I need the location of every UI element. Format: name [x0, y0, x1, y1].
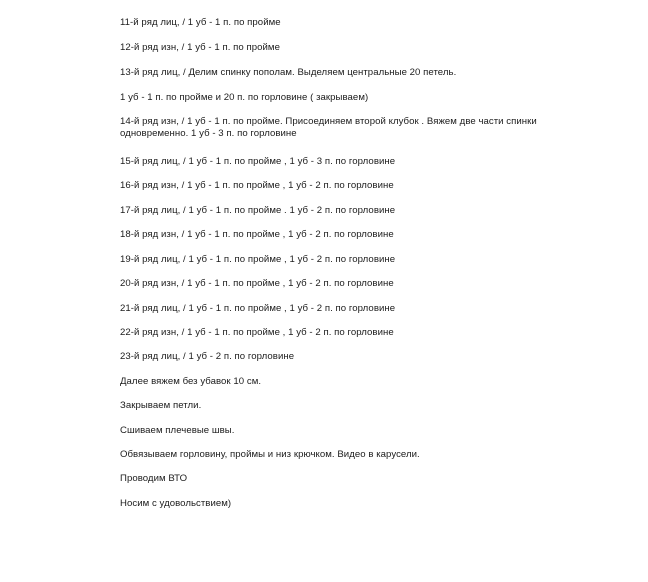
- crochet-edging: Обвязываем горловину, проймы и низ крючком. Видео в карусели.: [120, 449, 420, 460]
- row-20-instruction: 20-й ряд изн, / 1 уб - 1 п. по пройме , 1 уб - 2 п. по горловине: [120, 278, 394, 289]
- row-13-instruction: 13-й ряд лиц, / Делим спинку пополам. Выделяем центральные 20 петель.: [120, 67, 457, 78]
- wet-blocking: Проводим ВТО: [120, 473, 188, 484]
- row-22-instruction: 22-й ряд изн, / 1 уб - 1 п. по пройме , 1 уб - 2 п. по горловине: [120, 327, 394, 338]
- sew-shoulder-seams: Сшиваем плечевые швы.: [120, 425, 235, 436]
- row-13-continuation: 1 уб - 1 п. по пройме и 20 п. по горловине ( закрываем): [120, 92, 369, 103]
- row-15-instruction: 15-й ряд лиц, / 1 уб - 1 п. по пройме , 1 уб - 3 п. по горловине: [120, 156, 396, 167]
- row-14-instruction: 14-й ряд изн, / 1 уб - 1 п. по пройме. Присоединяем второй клубок . Вяжем две части спинки одновременно. 1 уб - 3 п. по горловине: [120, 116, 537, 139]
- row-19-instruction: 19-й ряд лиц, / 1 уб - 1 п. по пройме , 1 уб - 2 п. по горловине: [120, 254, 396, 265]
- row-11-instruction: 11-й ряд лиц, / 1 уб - 1 п. по пройме: [120, 17, 281, 28]
- continue-without-decreases: Далее вяжем без убавок 10 см.: [120, 376, 262, 387]
- bind-off-stitches: Закрываем петли.: [120, 400, 202, 411]
- closing-note: Носим с удовольствием): [120, 498, 232, 509]
- row-17-instruction: 17-й ряд лиц, / 1 уб - 1 п. по пройме . 1 уб - 2 п. по горловине: [120, 205, 396, 216]
- row-18-instruction: 18-й ряд изн, / 1 уб - 1 п. по пройме , 1 уб - 2 п. по горловине: [120, 229, 394, 240]
- row-23-instruction: 23-й ряд лиц, / 1 уб - 2 п. по горловине: [120, 351, 295, 362]
- row-21-instruction: 21-й ряд лиц, / 1 уб - 1 п. по пройме , 1 уб - 2 п. по горловине: [120, 303, 396, 314]
- row-12-instruction: 12-й ряд изн, / 1 уб - 1 п. по пройме: [120, 42, 280, 53]
- row-16-instruction: 16-й ряд изн, / 1 уб - 1 п. по пройме , 1 уб - 2 п. по горловине: [120, 180, 394, 191]
